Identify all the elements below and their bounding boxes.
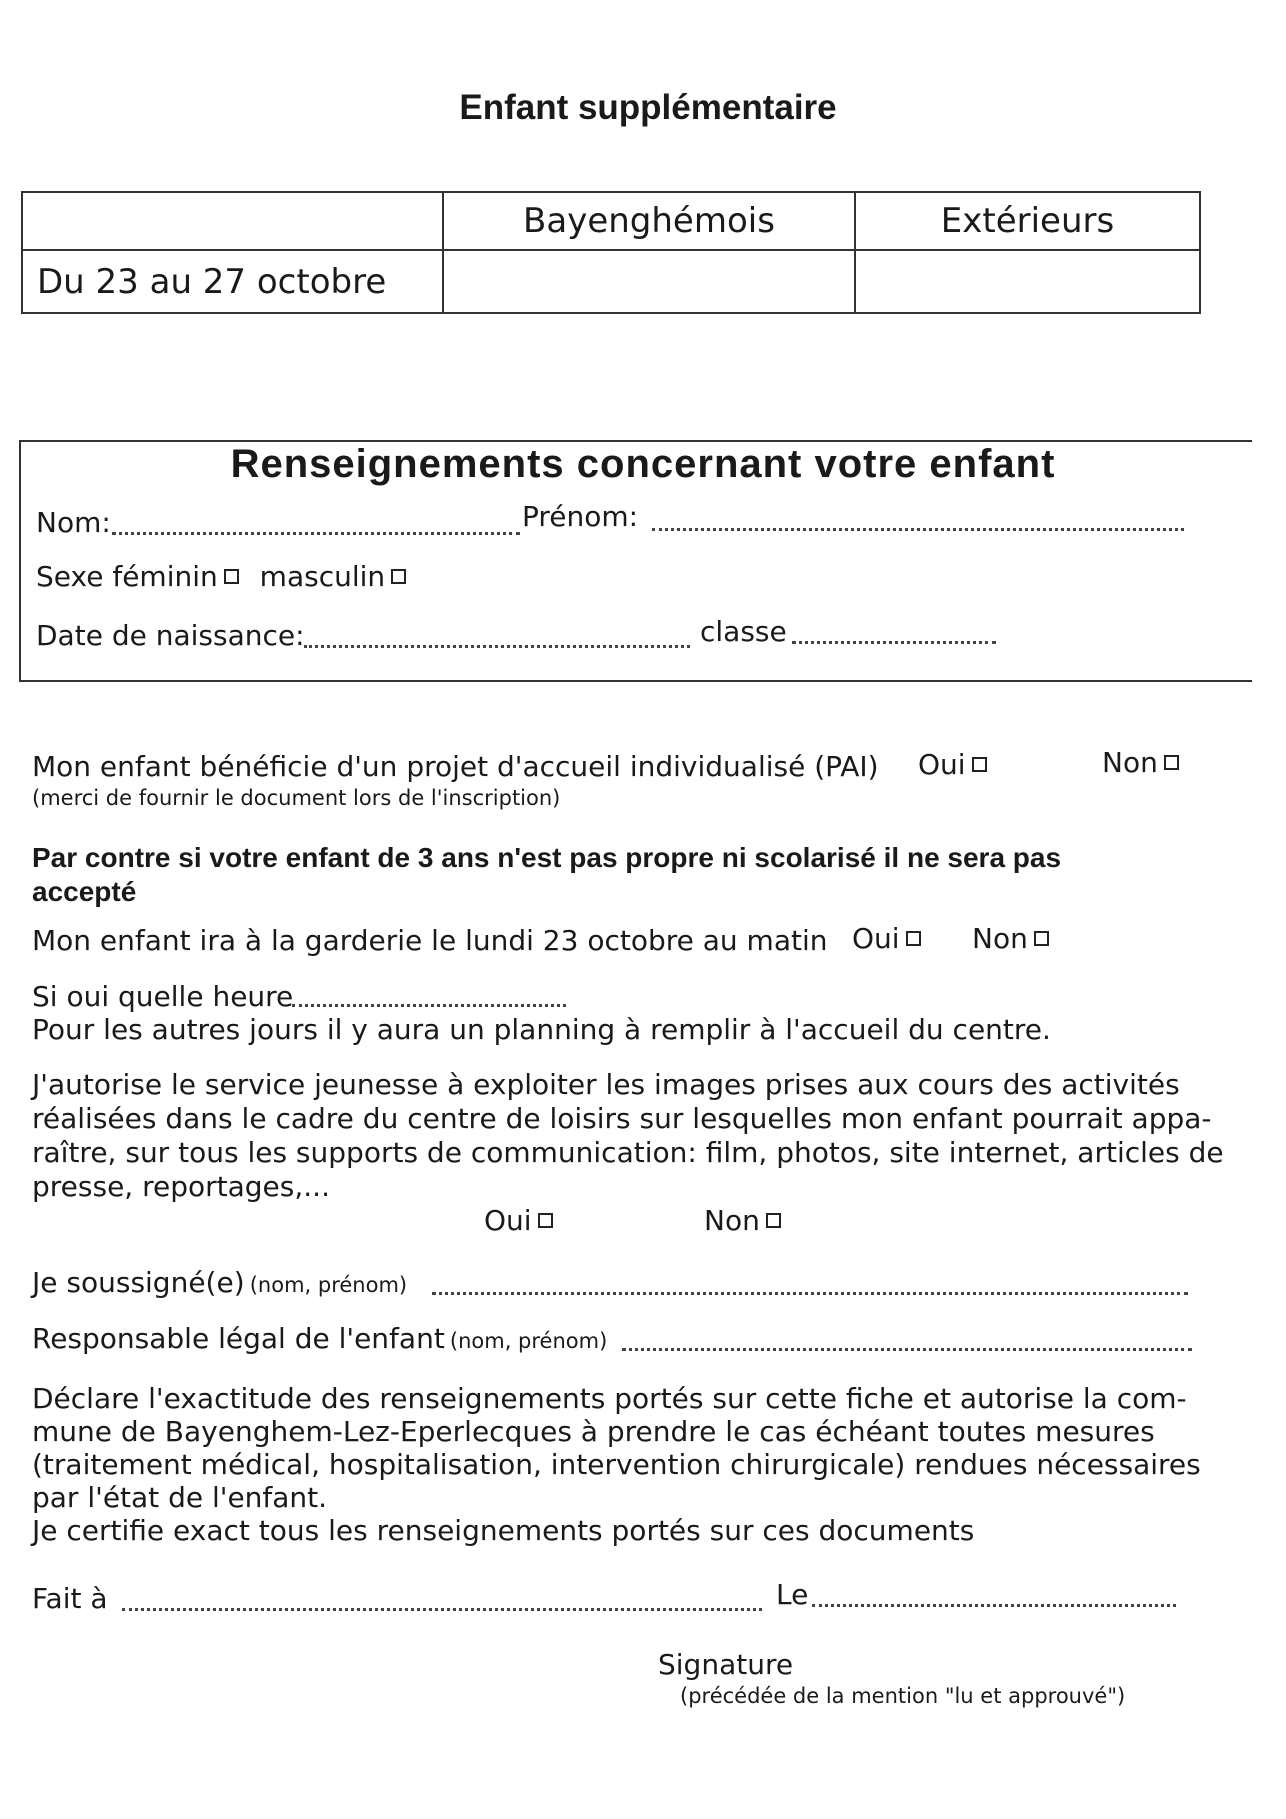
planning-text: Pour les autres jours il y aura un planning à remplir à l'accueil du centre. (32, 1013, 1051, 1046)
nom-field[interactable] (112, 532, 520, 535)
prenom-field[interactable] (652, 528, 1184, 531)
signature-note: (précédée de la mention "lu et approuvé") (680, 1684, 1126, 1708)
classe-label: classe (700, 615, 787, 648)
fait-label: Fait à (32, 1582, 108, 1615)
table-cell-bayenghemois-price[interactable] (443, 250, 855, 313)
le-field[interactable] (812, 1604, 1176, 1607)
child-info-heading: Renseignements concernant votre enfant (230, 442, 1056, 486)
garderie-oui-option[interactable] (852, 922, 921, 955)
signature-label: Signature (658, 1648, 794, 1681)
images-line-1: J'autorise le service jeunesse à exploiter les images prises aux cours des activités (32, 1068, 1180, 1101)
declaration-line-3: (traitement médical, hospitalisation, intervention chirurgicale) rendues nécessaires (32, 1448, 1201, 1481)
pai-oui-checkbox[interactable] (972, 757, 987, 772)
sexe-feminin-label: Sexe féminin (36, 560, 218, 593)
document-title: Enfant supplémentaire (459, 88, 837, 127)
feminin-checkbox[interactable] (224, 569, 239, 584)
images-line-3: raître, sur tous les supports de communication: film, photos, site internet, articles de (32, 1136, 1224, 1169)
pai-oui-label: Oui (918, 748, 966, 781)
garderie-non-checkbox[interactable] (1034, 931, 1049, 946)
garderie-non-option[interactable] (972, 922, 1049, 955)
pai-text: Mon enfant bénéficie d'un projet d'accueil individualisé (PAI) (32, 750, 879, 783)
declaration-line-4: par l'état de l'enfant. (32, 1481, 328, 1514)
warning-line-1: Par contre si votre enfant de 3 ans n'est pas propre ni scolarisé il ne sera pas (32, 842, 1062, 873)
table-header-row (22, 192, 1200, 250)
table-cell-exterieurs-price[interactable] (855, 250, 1200, 313)
warning-line-2: accepté (32, 876, 137, 907)
price-table (21, 191, 1201, 314)
heure-label: Si oui quelle heure (32, 980, 294, 1013)
table-header-exterieurs: Extérieurs (855, 192, 1200, 250)
images-oui-label: Oui (484, 1204, 532, 1237)
soussigne-row (32, 1266, 407, 1299)
images-oui-option[interactable] (484, 1204, 553, 1237)
garderie-non-label: Non (972, 922, 1028, 955)
classe-field[interactable] (792, 641, 996, 644)
naissance-label: Date de naissance: (36, 619, 305, 652)
masculin-label: masculin (259, 560, 386, 593)
soussigne-label: Je soussigné(e) (32, 1266, 245, 1299)
pai-note: (merci de fournir le document lors de l'inscription) (32, 786, 561, 810)
table-header-bayenghemois: Bayenghémois (443, 192, 855, 250)
nom-label: Nom: (36, 506, 111, 539)
images-non-label: Non (704, 1204, 760, 1237)
declaration-line-1: Déclare l'exactitude des renseignements portés sur cette fiche et autorise la com- (32, 1382, 1187, 1415)
images-non-option[interactable] (704, 1204, 781, 1237)
declaration-line-5: Je certifie exact tous les renseignements portés sur ces documents (32, 1514, 975, 1547)
soussigne-field[interactable] (432, 1292, 1188, 1295)
garderie-oui-label: Oui (852, 922, 900, 955)
images-line-4: presse, reportages,... (32, 1170, 330, 1203)
images-non-checkbox[interactable] (766, 1213, 781, 1228)
responsable-hint: (nom, prénom) (449, 1329, 608, 1353)
signature-area[interactable] (640, 1716, 1180, 1788)
responsable-field[interactable] (622, 1348, 1192, 1351)
images-line-2: réalisées dans le cadre du centre de loisirs sur lesquelles mon enfant pourrait appa- (32, 1102, 1212, 1135)
garderie-oui-checkbox[interactable] (906, 931, 921, 946)
masculin-checkbox[interactable] (391, 569, 406, 584)
responsable-row (32, 1322, 607, 1355)
declaration-line-2: mune de Bayenghem-Lez-Eperlecques à prendre le cas échéant toutes mesures (32, 1415, 1155, 1448)
heure-field[interactable] (292, 1004, 566, 1007)
pai-non-label: Non (1102, 746, 1158, 779)
pai-non-option[interactable] (1102, 746, 1179, 779)
fait-field[interactable] (122, 1608, 762, 1611)
pai-oui-option[interactable] (918, 748, 987, 781)
table-cell-period: Du 23 au 27 octobre (22, 250, 443, 313)
naissance-field[interactable] (304, 645, 690, 648)
garderie-text: Mon enfant ira à la garderie le lundi 23 octobre au matin (32, 924, 828, 957)
table-row (22, 250, 1200, 313)
le-label: Le (776, 1578, 809, 1611)
table-header-cell (22, 192, 443, 250)
pai-non-checkbox[interactable] (1164, 755, 1179, 770)
images-oui-checkbox[interactable] (538, 1213, 553, 1228)
soussigne-hint: (nom, prénom) (249, 1273, 408, 1297)
prenom-label: Prénom: (522, 500, 639, 533)
responsable-label: Responsable légal de l'enfant (32, 1322, 445, 1355)
sexe-row (36, 560, 406, 593)
